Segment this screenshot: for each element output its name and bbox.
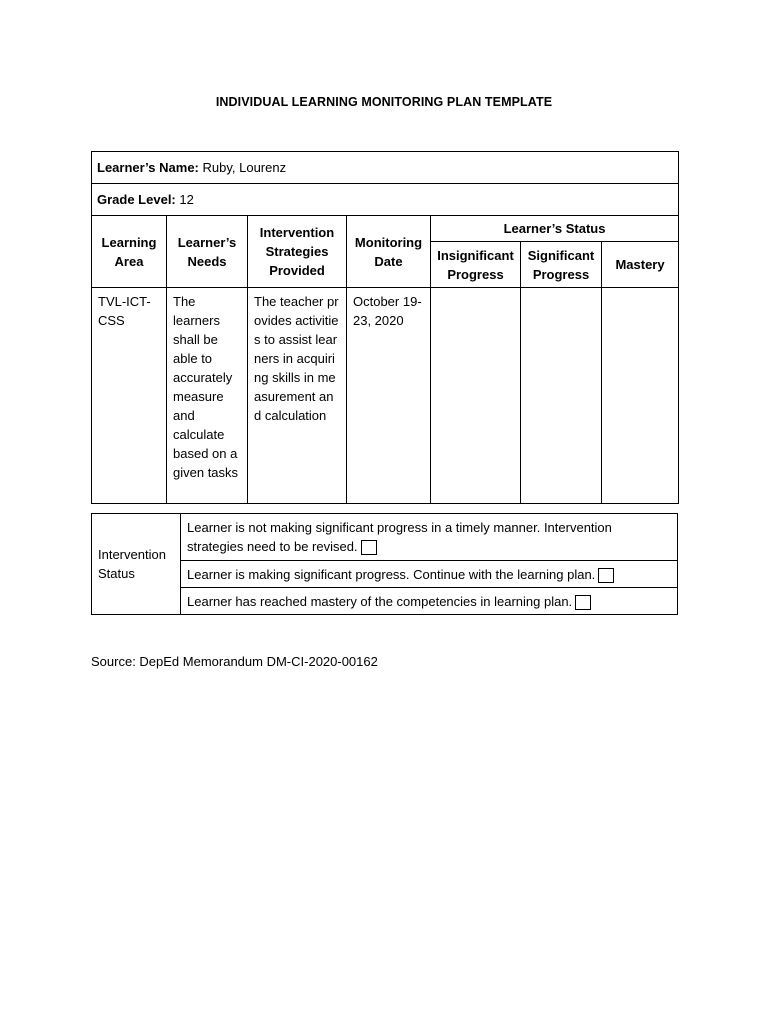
cell-insignificant-progress: [431, 288, 521, 504]
cell-learning-area: TVL-ICT-CSS: [92, 288, 167, 504]
status-option-revise-text: Learner is not making significant progress in a timely manner. Intervention strategies need to be revised.: [187, 520, 612, 554]
cell-intervention-strategies: The teacher provides activities to assist learners in acquiring skills in measurement and calculation: [248, 288, 347, 504]
header-learning-area: Learning Area: [92, 216, 167, 288]
intervention-status-table: [91, 513, 678, 615]
status-revise-checkbox[interactable]: [361, 540, 377, 555]
learner-name-label: Learner’s Name:: [97, 160, 199, 175]
status-option-revise: [181, 514, 678, 561]
header-learners-needs: Learner’s Needs: [167, 216, 248, 288]
header-learners-status: Learner’s Status: [431, 216, 679, 242]
header-monitoring-date: Monitoring Date: [347, 216, 431, 288]
status-option-mastery-text: Learner has reached mastery of the competencies in learning plan.: [187, 593, 573, 609]
header-significant-progress: Significant Progress: [521, 242, 602, 288]
source-note: Source: DepEd Memorandum DM-CI-2020-00162: [91, 654, 378, 669]
cell-learners-needs: The learners shall be able to accurately measure and calculate based on a given tasks: [167, 288, 248, 504]
status-mastery-checkbox[interactable]: [575, 595, 591, 610]
grade-level-value: 12: [175, 192, 194, 207]
header-intervention-strategies: Intervention Strategies Provided: [248, 216, 347, 288]
status-option-mastery: [181, 588, 678, 615]
cell-significant-progress: [521, 288, 602, 504]
cell-mastery: [602, 288, 679, 504]
monitoring-plan-table: [91, 151, 679, 504]
learner-name-cell: [92, 152, 679, 184]
header-insignificant-progress: Insignificant Progress: [431, 242, 521, 288]
grade-level-cell: [92, 184, 679, 216]
grade-level-label: Grade Level:: [97, 192, 176, 207]
status-option-continue: [181, 561, 678, 588]
cell-monitoring-date: October 19-23, 2020: [347, 288, 431, 504]
header-mastery: Mastery: [602, 242, 679, 288]
status-continue-checkbox[interactable]: [598, 568, 614, 583]
page-title: INDIVIDUAL LEARNING MONITORING PLAN TEMPLATE: [215, 95, 553, 109]
intervention-status-label: Intervention Status: [92, 514, 181, 615]
status-option-continue-text: Learner is making significant progress. Continue with the learning plan.: [187, 566, 596, 582]
learner-name-value: Ruby, Lourenz: [198, 160, 287, 175]
